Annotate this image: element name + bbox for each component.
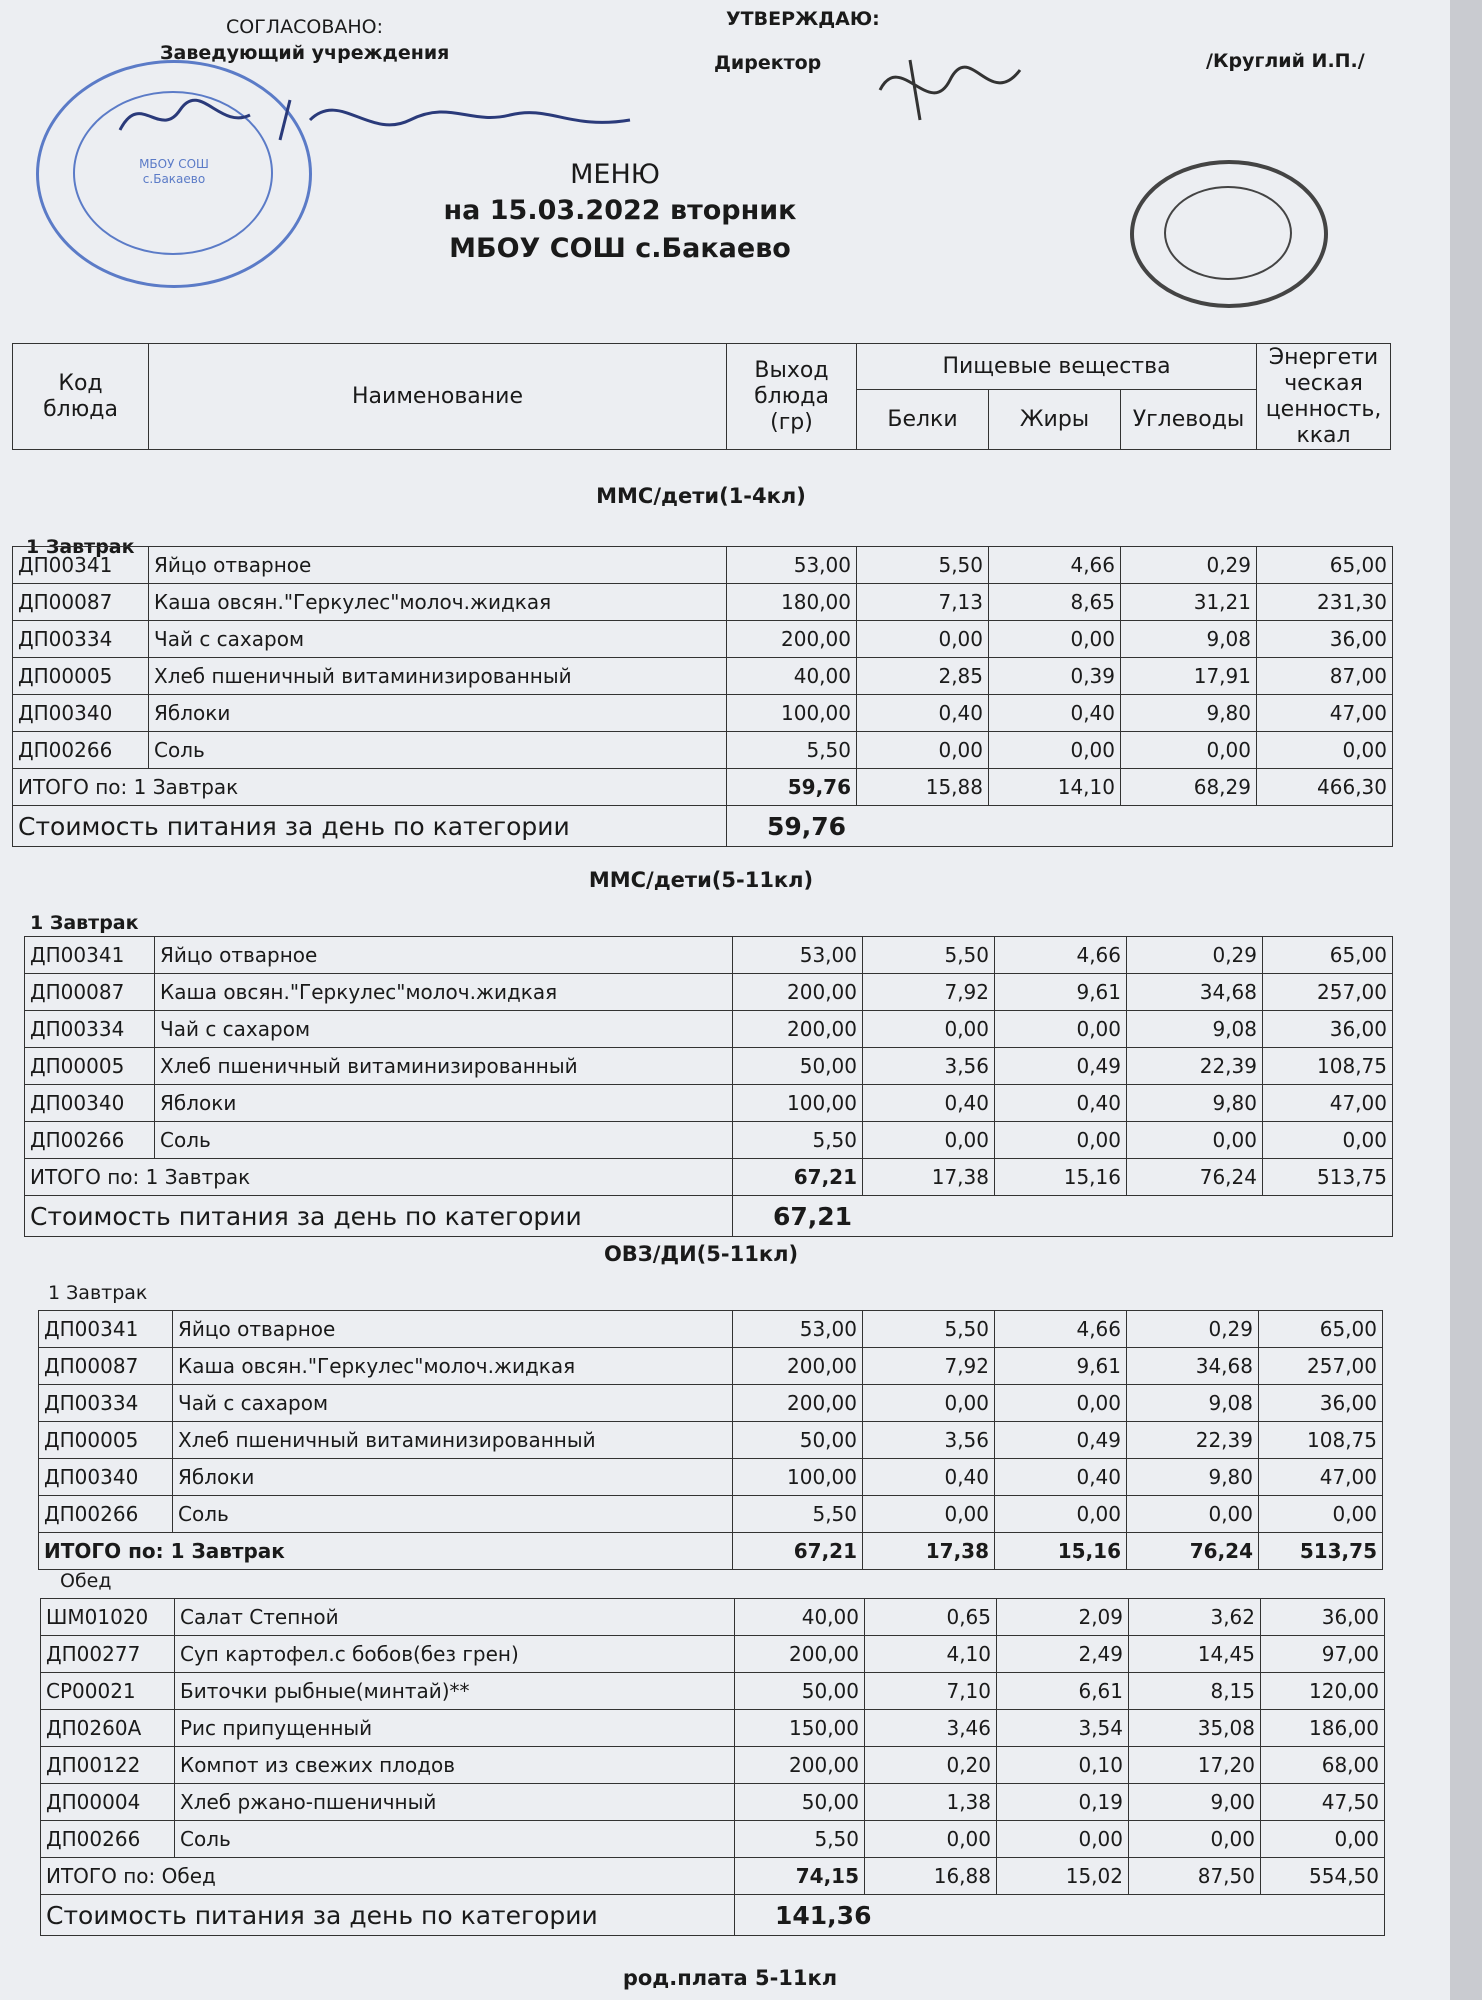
dish-code: ДП00004 xyxy=(41,1784,175,1821)
carbs: 0,00 xyxy=(1127,1122,1263,1159)
table-row xyxy=(41,1784,1385,1821)
yield: 74,15 xyxy=(735,1858,865,1895)
dish-code: ДП00340 xyxy=(39,1459,173,1496)
table-row xyxy=(39,1348,1383,1385)
director-label: Директор xyxy=(714,52,822,74)
energy: 47,00 xyxy=(1259,1459,1383,1496)
dish-name: Каша овсян."Геркулес"молоч.жидкая xyxy=(155,974,733,1011)
total-label: ИТОГО по: 1 Завтрак xyxy=(25,1159,733,1196)
fat: 9,61 xyxy=(995,1348,1127,1385)
fat: 0,00 xyxy=(995,1011,1127,1048)
dish-code: СР00021 xyxy=(41,1673,175,1710)
table-row xyxy=(41,1636,1385,1673)
yield: 100,00 xyxy=(733,1085,863,1122)
cost-row xyxy=(13,806,1393,847)
carbs: 9,80 xyxy=(1127,1085,1263,1122)
carbs: 9,80 xyxy=(1121,695,1257,732)
fat: 2,09 xyxy=(997,1599,1129,1636)
energy: 65,00 xyxy=(1263,937,1393,974)
yield: 50,00 xyxy=(733,1048,863,1085)
protein: 1,38 xyxy=(865,1784,997,1821)
dish-name: Хлеб ржано-пшеничный xyxy=(175,1784,735,1821)
footer-note: род.плата 5-11кл xyxy=(622,1966,838,1990)
protein: 0,00 xyxy=(865,1821,997,1858)
col-protein: Белки xyxy=(857,390,989,450)
col-yield: Выход блюда (гр) xyxy=(727,344,857,450)
dish-code: ДП00087 xyxy=(25,974,155,1011)
protein: 0,65 xyxy=(865,1599,997,1636)
energy: 108,75 xyxy=(1263,1048,1393,1085)
col-nutrients: Пищевые вещества xyxy=(857,344,1257,390)
dish-name: Каша овсян."Геркулес"молоч.жидкая xyxy=(173,1348,733,1385)
dish-name: Яйцо отварное xyxy=(155,937,733,974)
dish-code: ДП00005 xyxy=(13,658,149,695)
dish-name: Компот из свежих плодов xyxy=(175,1747,735,1784)
protein: 0,00 xyxy=(863,1385,995,1422)
dish-name: Биточки рыбные(минтай)** xyxy=(175,1673,735,1710)
yield: 67,21 xyxy=(733,1533,863,1570)
yield: 50,00 xyxy=(735,1673,865,1710)
fat: 0,49 xyxy=(995,1048,1127,1085)
carbs: 87,50 xyxy=(1129,1858,1261,1895)
table-row xyxy=(39,1385,1383,1422)
dish-name: Соль xyxy=(173,1496,733,1533)
protein: 0,00 xyxy=(863,1496,995,1533)
fat: 0,00 xyxy=(989,621,1121,658)
carbs: 22,39 xyxy=(1127,1422,1259,1459)
fat: 0,00 xyxy=(997,1821,1129,1858)
dish-name: Яблоки xyxy=(173,1459,733,1496)
dish-name: Яйцо отварное xyxy=(149,547,727,584)
fat: 0,00 xyxy=(995,1385,1127,1422)
fat: 6,61 xyxy=(997,1673,1129,1710)
yield: 100,00 xyxy=(727,695,857,732)
yield: 150,00 xyxy=(735,1710,865,1747)
dish-name: Салат Степной xyxy=(175,1599,735,1636)
table-row xyxy=(39,1311,1383,1348)
yield: 200,00 xyxy=(733,1348,863,1385)
protein: 0,40 xyxy=(863,1459,995,1496)
protein: 3,46 xyxy=(865,1710,997,1747)
table-row xyxy=(25,1122,1393,1159)
yield: 5,50 xyxy=(733,1122,863,1159)
table-row xyxy=(13,584,1393,621)
dish-code: ДП00005 xyxy=(25,1048,155,1085)
dish-name: Чай с сахаром xyxy=(155,1011,733,1048)
energy: 97,00 xyxy=(1261,1636,1385,1673)
dish-name: Хлеб пшеничный витаминизированный xyxy=(149,658,727,695)
dish-code: ДП00277 xyxy=(41,1636,175,1673)
cost-value: 59,76 xyxy=(727,806,1393,847)
protein: 2,85 xyxy=(857,658,989,695)
section-title: ММС/дети(1-4кл) xyxy=(596,484,806,508)
total-row xyxy=(39,1533,1383,1570)
col-code: Код блюда xyxy=(13,344,149,450)
carbs: 9,00 xyxy=(1129,1784,1261,1821)
protein: 0,40 xyxy=(857,695,989,732)
carbs: 9,08 xyxy=(1121,621,1257,658)
protein: 0,00 xyxy=(863,1011,995,1048)
agreed-label: СОГЛАСОВАНО: xyxy=(226,16,383,38)
yield: 5,50 xyxy=(733,1496,863,1533)
dish-code: ДП00266 xyxy=(13,732,149,769)
fat: 14,10 xyxy=(989,769,1121,806)
dish-code: ДП00266 xyxy=(25,1122,155,1159)
table-row xyxy=(41,1821,1385,1858)
fat: 0,40 xyxy=(989,695,1121,732)
menu-table xyxy=(38,1310,1383,1570)
protein: 15,88 xyxy=(857,769,989,806)
dish-code: ШМ01020 xyxy=(41,1599,175,1636)
carbs: 34,68 xyxy=(1127,1348,1259,1385)
protein: 7,92 xyxy=(863,1348,995,1385)
table-row xyxy=(25,1085,1393,1122)
col-name: Наименование xyxy=(149,344,727,450)
meal-label: 1 Завтрак xyxy=(26,536,135,558)
yield: 200,00 xyxy=(735,1636,865,1673)
dish-name: Хлеб пшеничный витаминизированный xyxy=(173,1422,733,1459)
protein: 5,50 xyxy=(857,547,989,584)
carbs: 0,29 xyxy=(1127,937,1263,974)
dish-code: ДП00266 xyxy=(41,1821,175,1858)
dish-name: Суп картофел.с бобов(без грен) xyxy=(175,1636,735,1673)
menu-title: МЕНЮ xyxy=(570,159,660,190)
table-row xyxy=(13,547,1393,584)
menu-table xyxy=(24,936,1393,1237)
carbs: 0,29 xyxy=(1121,547,1257,584)
yield: 40,00 xyxy=(727,658,857,695)
yield: 67,21 xyxy=(733,1159,863,1196)
protein: 5,50 xyxy=(863,1311,995,1348)
approve-label: УТВЕРЖДАЮ: xyxy=(726,8,880,30)
carbs: 0,00 xyxy=(1127,1496,1259,1533)
energy: 120,00 xyxy=(1261,1673,1385,1710)
director-name: /Круглий И.П./ xyxy=(1206,50,1365,72)
protein: 16,88 xyxy=(865,1858,997,1895)
dish-name: Хлеб пшеничный витаминизированный xyxy=(155,1048,733,1085)
energy: 108,75 xyxy=(1259,1422,1383,1459)
menu-date: на 15.03.2022 вторник xyxy=(443,195,797,226)
total-label: ИТОГО по: Обед xyxy=(41,1858,735,1895)
cost-row xyxy=(25,1196,1393,1237)
protein: 3,56 xyxy=(863,1422,995,1459)
carbs: 14,45 xyxy=(1129,1636,1261,1673)
yield: 200,00 xyxy=(733,1385,863,1422)
yield: 40,00 xyxy=(735,1599,865,1636)
cost-value: 67,21 xyxy=(733,1196,1393,1237)
dish-code: ДП00005 xyxy=(39,1422,173,1459)
yield: 53,00 xyxy=(733,1311,863,1348)
energy: 87,00 xyxy=(1257,658,1393,695)
energy: 47,00 xyxy=(1257,695,1393,732)
cost-label: Стоимость питания за день по категории xyxy=(25,1196,733,1237)
total-row xyxy=(41,1858,1385,1895)
yield: 200,00 xyxy=(727,621,857,658)
table-row xyxy=(13,695,1393,732)
fat: 15,02 xyxy=(997,1858,1129,1895)
dish-name: Яблоки xyxy=(149,695,727,732)
total-label: ИТОГО по: 1 Завтрак xyxy=(39,1533,733,1570)
carbs: 76,24 xyxy=(1127,1533,1259,1570)
energy: 513,75 xyxy=(1259,1533,1383,1570)
carbs: 9,08 xyxy=(1127,1011,1263,1048)
energy: 257,00 xyxy=(1259,1348,1383,1385)
dish-name: Рис припущенный xyxy=(175,1710,735,1747)
signature-left xyxy=(110,80,670,150)
fat: 0,10 xyxy=(997,1747,1129,1784)
dish-name: Соль xyxy=(175,1821,735,1858)
fat: 0,40 xyxy=(995,1085,1127,1122)
energy: 554,50 xyxy=(1261,1858,1385,1895)
dish-code: ДП00334 xyxy=(25,1011,155,1048)
table-row xyxy=(39,1496,1383,1533)
cost-label: Стоимость питания за день по категории xyxy=(13,806,727,847)
protein: 5,50 xyxy=(863,937,995,974)
column-header xyxy=(12,343,1391,450)
dish-code: ДП00266 xyxy=(39,1496,173,1533)
dish-name: Яйцо отварное xyxy=(173,1311,733,1348)
carbs: 0,00 xyxy=(1129,1821,1261,1858)
carbs: 8,15 xyxy=(1129,1673,1261,1710)
fat: 3,54 xyxy=(997,1710,1129,1747)
protein: 17,38 xyxy=(863,1533,995,1570)
table-row xyxy=(39,1422,1383,1459)
fat: 0,00 xyxy=(995,1122,1127,1159)
table-row xyxy=(25,1011,1393,1048)
table-row xyxy=(13,658,1393,695)
protein: 0,00 xyxy=(857,732,989,769)
col-carbs: Углеводы xyxy=(1121,390,1257,450)
fat: 15,16 xyxy=(995,1533,1127,1570)
total-row xyxy=(13,769,1393,806)
energy: 0,00 xyxy=(1257,732,1393,769)
section-title: ОВЗ/ДИ(5-11кл) xyxy=(603,1242,799,1266)
fat: 0,19 xyxy=(997,1784,1129,1821)
carbs: 9,80 xyxy=(1127,1459,1259,1496)
yield: 200,00 xyxy=(735,1747,865,1784)
table-row xyxy=(25,1048,1393,1085)
dish-code: ДП00122 xyxy=(41,1747,175,1784)
protein: 0,00 xyxy=(863,1122,995,1159)
carbs: 17,91 xyxy=(1121,658,1257,695)
dish-code: ДП00334 xyxy=(13,621,149,658)
carbs: 0,29 xyxy=(1127,1311,1259,1348)
dish-code: ДП00087 xyxy=(39,1348,173,1385)
energy: 0,00 xyxy=(1261,1821,1385,1858)
school-name: МБОУ СОШ с.Бакаево xyxy=(449,233,791,264)
protein: 4,10 xyxy=(865,1636,997,1673)
yield: 5,50 xyxy=(735,1821,865,1858)
carbs: 68,29 xyxy=(1121,769,1257,806)
table-row xyxy=(13,621,1393,658)
carbs: 76,24 xyxy=(1127,1159,1263,1196)
fat: 4,66 xyxy=(995,937,1127,974)
yield: 53,00 xyxy=(733,937,863,974)
carbs: 31,21 xyxy=(1121,584,1257,621)
col-energy: Энергети ческая ценность, ккал xyxy=(1257,344,1391,450)
official-seal xyxy=(1130,160,1328,308)
fat: 2,49 xyxy=(997,1636,1129,1673)
fat: 4,66 xyxy=(989,547,1121,584)
carbs: 34,68 xyxy=(1127,974,1263,1011)
energy: 36,00 xyxy=(1259,1385,1383,1422)
fat: 4,66 xyxy=(995,1311,1127,1348)
fat: 0,39 xyxy=(989,658,1121,695)
col-fat: Жиры xyxy=(989,390,1121,450)
yield: 200,00 xyxy=(733,1011,863,1048)
head-title: Заведующий учреждения xyxy=(160,42,450,64)
dish-code: ДП00340 xyxy=(25,1085,155,1122)
table-row xyxy=(13,732,1393,769)
table-row xyxy=(41,1599,1385,1636)
energy: 186,00 xyxy=(1261,1710,1385,1747)
dish-code: ДП00341 xyxy=(13,547,149,584)
dish-name: Чай с сахаром xyxy=(173,1385,733,1422)
fat: 0,00 xyxy=(995,1496,1127,1533)
table-row xyxy=(25,937,1393,974)
yield: 5,50 xyxy=(727,732,857,769)
protein: 0,40 xyxy=(863,1085,995,1122)
table-row xyxy=(41,1673,1385,1710)
meal-label: 1 Завтрак xyxy=(48,1282,148,1304)
yield: 59,76 xyxy=(727,769,857,806)
carbs: 22,39 xyxy=(1127,1048,1263,1085)
dish-name: Соль xyxy=(149,732,727,769)
meal-label: 1 Завтрак xyxy=(30,912,139,934)
protein: 0,20 xyxy=(865,1747,997,1784)
dish-name: Соль xyxy=(155,1122,733,1159)
table-row xyxy=(41,1747,1385,1784)
signature-director xyxy=(870,50,1030,130)
stamp-text: МБОУ СОШ с.Бакаево xyxy=(139,157,209,186)
carbs: 3,62 xyxy=(1129,1599,1261,1636)
fat: 15,16 xyxy=(995,1159,1127,1196)
fat: 0,49 xyxy=(995,1422,1127,1459)
energy: 231,30 xyxy=(1257,584,1393,621)
table-row xyxy=(41,1710,1385,1747)
protein: 0,00 xyxy=(857,621,989,658)
fat: 0,40 xyxy=(995,1459,1127,1496)
menu-table xyxy=(12,546,1393,847)
dish-code: ДП00341 xyxy=(25,937,155,974)
energy: 257,00 xyxy=(1263,974,1393,1011)
protein: 7,10 xyxy=(865,1673,997,1710)
yield: 200,00 xyxy=(733,974,863,1011)
cost-label: Стоимость питания за день по категории xyxy=(41,1895,735,1936)
section-title: ММС/дети(5-11кл) xyxy=(588,868,814,892)
yield: 100,00 xyxy=(733,1459,863,1496)
dish-code: ДП00341 xyxy=(39,1311,173,1348)
carbs: 0,00 xyxy=(1121,732,1257,769)
energy: 65,00 xyxy=(1257,547,1393,584)
protein: 7,92 xyxy=(863,974,995,1011)
total-row xyxy=(25,1159,1393,1196)
dish-code: ДП00087 xyxy=(13,584,149,621)
table-row xyxy=(39,1459,1383,1496)
carbs: 9,08 xyxy=(1127,1385,1259,1422)
dish-code: ДП00334 xyxy=(39,1385,173,1422)
energy: 47,50 xyxy=(1261,1784,1385,1821)
dish-code: ДП0260А xyxy=(41,1710,175,1747)
table-row xyxy=(25,974,1393,1011)
fat: 9,61 xyxy=(995,974,1127,1011)
carbs: 17,20 xyxy=(1129,1747,1261,1784)
dish-name: Яблоки xyxy=(155,1085,733,1122)
yield: 50,00 xyxy=(735,1784,865,1821)
yield: 53,00 xyxy=(727,547,857,584)
fat: 0,00 xyxy=(989,732,1121,769)
cost-value: 141,36 xyxy=(735,1895,1385,1936)
energy: 47,00 xyxy=(1263,1085,1393,1122)
protein: 17,38 xyxy=(863,1159,995,1196)
energy: 65,00 xyxy=(1259,1311,1383,1348)
energy: 0,00 xyxy=(1263,1122,1393,1159)
energy: 466,30 xyxy=(1257,769,1393,806)
protein: 7,13 xyxy=(857,584,989,621)
yield: 180,00 xyxy=(727,584,857,621)
meal-label-lunch: Обед xyxy=(60,1570,112,1592)
energy: 36,00 xyxy=(1261,1599,1385,1636)
protein: 3,56 xyxy=(863,1048,995,1085)
energy: 68,00 xyxy=(1261,1747,1385,1784)
energy: 513,75 xyxy=(1263,1159,1393,1196)
energy: 36,00 xyxy=(1257,621,1393,658)
menu-table-lunch xyxy=(40,1598,1385,1936)
energy: 0,00 xyxy=(1259,1496,1383,1533)
carbs: 35,08 xyxy=(1129,1710,1261,1747)
total-label: ИТОГО по: 1 Завтрак xyxy=(13,769,727,806)
cost-row xyxy=(41,1895,1385,1936)
fat: 8,65 xyxy=(989,584,1121,621)
dish-code: ДП00340 xyxy=(13,695,149,732)
dish-name: Каша овсян."Геркулес"молоч.жидкая xyxy=(149,584,727,621)
dish-name: Чай с сахаром xyxy=(149,621,727,658)
yield: 50,00 xyxy=(733,1422,863,1459)
energy: 36,00 xyxy=(1263,1011,1393,1048)
